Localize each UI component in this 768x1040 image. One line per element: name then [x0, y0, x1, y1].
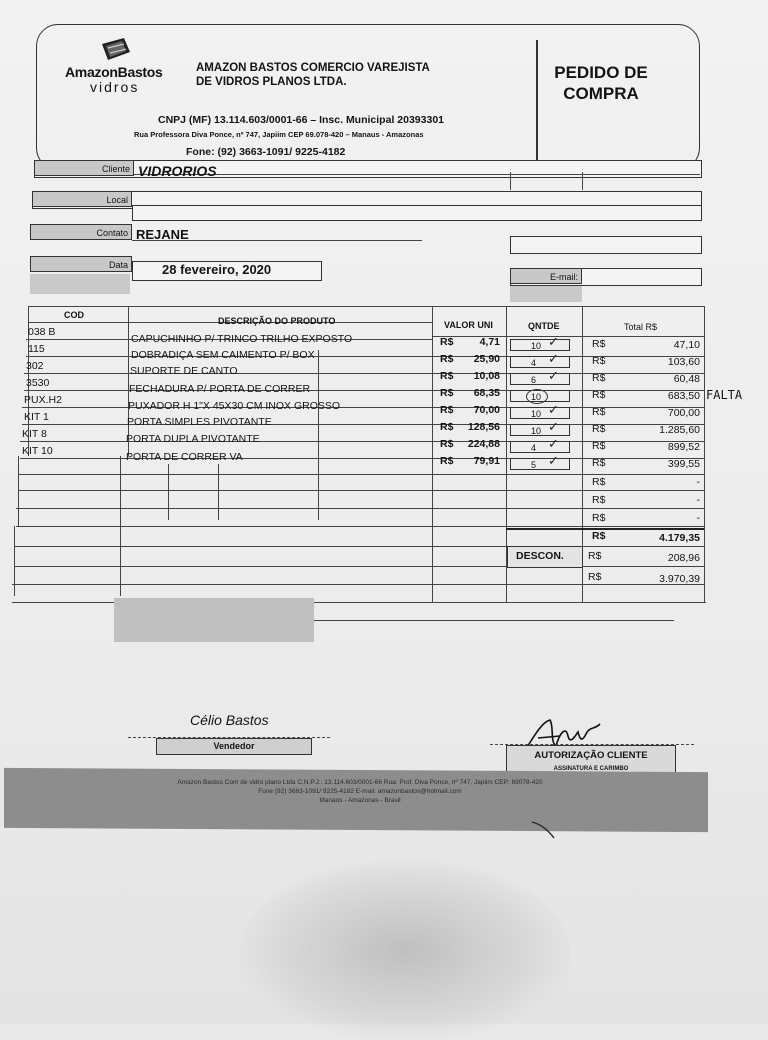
email-shade [510, 286, 582, 302]
row1-total-currency: R$ [592, 338, 606, 350]
header-cod: COD [64, 310, 84, 320]
row5-desc: PUXADOR H 1"X 45X30 CM INOX GROSSO [128, 400, 341, 412]
date-value: 28 fevereiro, 2020 [162, 262, 272, 277]
stamp-shade [114, 598, 314, 642]
row3-valor: 10,08 [473, 370, 500, 382]
empty3-currency: R$ [592, 512, 606, 524]
glass-logo-icon [98, 38, 134, 64]
desconto-label: DESCON. [516, 550, 564, 562]
row2-check-icon: ✓ [548, 351, 559, 366]
desconto-currency: R$ [588, 550, 602, 562]
row6-valor: 128,56 [467, 421, 500, 433]
header-qntde: QNTDE [528, 321, 560, 331]
row4-total: 683,50 [667, 390, 700, 402]
empty2-total: - [696, 494, 700, 506]
document-title [542, 62, 660, 104]
row6-total: 1.285,60 [659, 424, 700, 436]
vendor-name: Célio Bastos [190, 712, 269, 728]
title-line1: PEDIDO DE [554, 63, 648, 82]
falta-annotation: FALTA [706, 388, 743, 402]
row5-valor: 70,00 [473, 404, 500, 416]
row1-desc: CAPUCHINHO P/ TRINCO TRILHO EXPOSTO [131, 333, 353, 345]
row4-qtd: 10 [510, 390, 570, 402]
footer-text [100, 778, 620, 805]
phone-field [510, 236, 702, 254]
row4-cod: 3530 [26, 377, 50, 389]
row2-total: 103,60 [667, 356, 700, 368]
row3-total: 60,48 [673, 373, 700, 385]
company-cnpj: CNPJ (MF) 13.114.603/0001-66 – Insc. Municipal 20393301 [158, 114, 444, 126]
company-phone: Fone: (92) 3663-1091/ 9225-4182 [186, 146, 346, 158]
row8-valor: 79,91 [473, 455, 500, 467]
row5-qtd: 10 [510, 407, 570, 419]
company-name-line1: AMAZON BASTOS COMERCIO VAREJISTA [196, 62, 430, 74]
empty1-currency: R$ [592, 476, 606, 488]
row6-check-icon: ✓ [548, 419, 559, 434]
row5-currency: R$ [440, 404, 454, 416]
row8-total-currency: R$ [592, 457, 606, 469]
company-name-line2: DE VIDROS PLANOS LTDA. [196, 76, 347, 88]
row7-desc: PORTA DUPLA PIVOTANTE [126, 433, 260, 445]
desconto-value: 208,96 [667, 552, 700, 564]
row5-cod: PUX.H2 [24, 394, 62, 406]
row2-cod: 115 [28, 343, 45, 355]
row6-total-currency: R$ [592, 423, 606, 435]
local-value-line [132, 205, 702, 221]
row1-valor: 4,71 [479, 336, 500, 348]
header-total: Total R$ [624, 322, 658, 332]
subtotal-value: 4.179,35 [659, 532, 700, 544]
row4-currency: R$ [440, 387, 454, 399]
row4-total-currency: R$ [592, 389, 606, 401]
row2-valor: 25,90 [473, 353, 500, 365]
logo-name: AmazonBastos [65, 64, 163, 80]
company-name [196, 61, 430, 89]
logo-subtitle: vidros [90, 79, 140, 95]
row7-currency: R$ [440, 438, 454, 450]
company-address: Rua Professora Diva Ponce, nº 747, Japiim CEP 69.078-420 – Manaus - Amazonas [134, 130, 424, 139]
row7-check-icon: ✓ [548, 436, 559, 451]
row3-currency: R$ [440, 370, 454, 382]
cliente-label: Cliente [34, 160, 134, 176]
row1-total: 47,10 [673, 339, 700, 351]
row3-check-icon: ✓ [548, 368, 559, 383]
company-logo [60, 36, 172, 96]
row6-cod: KIT 1 [24, 411, 49, 423]
row7-valor: 224,88 [467, 438, 500, 450]
empty3-total: - [696, 512, 700, 524]
row3-total-currency: R$ [592, 372, 606, 384]
empty1-total: - [696, 476, 700, 488]
row5-check-icon: ✓ [548, 402, 559, 417]
contato-label: Contato [30, 224, 132, 240]
row5-total-currency: R$ [592, 406, 606, 418]
row1-cod: 038 B [28, 326, 56, 338]
row3-cod: 302 [26, 360, 44, 372]
footer-line2: Fone (92) 3663-1091/ 9225-4182 E-mail: amazonbastos@hotmail.com [258, 788, 462, 795]
email-label: E-mail: [510, 268, 582, 284]
footer-line1: Amazon Bastos Com de vidro plano Ltda C.N.P.J.: 13.114.603/0001-66 Rua: Prof. Diva Ponce, nº 747, Japiim CEP: 69078-420 [177, 779, 543, 786]
pen-stroke [530, 818, 560, 842]
row6-qtd: 10 [510, 424, 570, 436]
subtotal-currency: R$ [592, 530, 606, 542]
total-final-value: 3.970,39 [659, 573, 700, 585]
row8-desc: PORTA DE CORRER VA [126, 451, 243, 463]
row1-qtd: 10 [510, 339, 570, 351]
row2-qtd: 4 [510, 356, 570, 368]
row2-total-currency: R$ [592, 355, 606, 367]
data-shade [30, 274, 130, 294]
row8-check-icon: ✓ [548, 453, 559, 468]
row7-cod: KIT 8 [22, 428, 47, 440]
row4-valor: 68,35 [473, 387, 500, 399]
row8-cod: KIT 10 [22, 445, 53, 457]
row7-qtd: 4 [510, 441, 570, 453]
row1-check-icon: ✓ [548, 334, 559, 349]
row2-currency: R$ [440, 353, 454, 365]
row4-circle-mark [526, 389, 548, 404]
row3-desc: SUPORTE DE CANTO [130, 365, 238, 377]
auth-label: AUTORIZAÇÃO CLIENTE [534, 750, 648, 761]
row3-qtd: 6 [510, 373, 570, 385]
row8-total: 399,55 [667, 458, 700, 470]
local-label: Local [32, 191, 132, 207]
row2-desc: DOBRADIÇA SEM CAIMENTO P/ BOX [131, 349, 315, 361]
row7-total-currency: R$ [592, 440, 606, 452]
data-label: Data [30, 256, 132, 272]
footer-line3: Manaus - Amazonas - Brasil [319, 797, 401, 804]
row6-currency: R$ [440, 421, 454, 433]
cliente-value: VIDRORIOS [138, 163, 217, 179]
row8-qtd: 5 [510, 458, 570, 470]
row5-total: 700,00 [667, 407, 700, 419]
title-line2: COMPRA [563, 84, 639, 103]
vendor-label: Vendedor [156, 738, 312, 755]
total-final-currency: R$ [588, 571, 602, 583]
row7-total: 899,52 [667, 441, 700, 453]
header-descricao: DESCRIÇÃO DO PRODUTO [218, 316, 336, 326]
camera-shadow [240, 860, 570, 1040]
contato-value: REJANE [136, 227, 189, 242]
header-divider [536, 40, 538, 168]
empty2-currency: R$ [592, 494, 606, 506]
header-valor: VALOR UNI [444, 320, 493, 330]
cliente-field [34, 160, 702, 178]
row4-desc: FECHADURA P/ PORTA DE CORRER [129, 383, 311, 395]
row8-currency: R$ [440, 455, 454, 467]
row6-desc: PORTA SIMPLES PIVOTANTE [127, 416, 272, 428]
auth-sub: ASSINATURA E CARIMBO [553, 766, 629, 772]
row1-currency: R$ [440, 336, 454, 348]
